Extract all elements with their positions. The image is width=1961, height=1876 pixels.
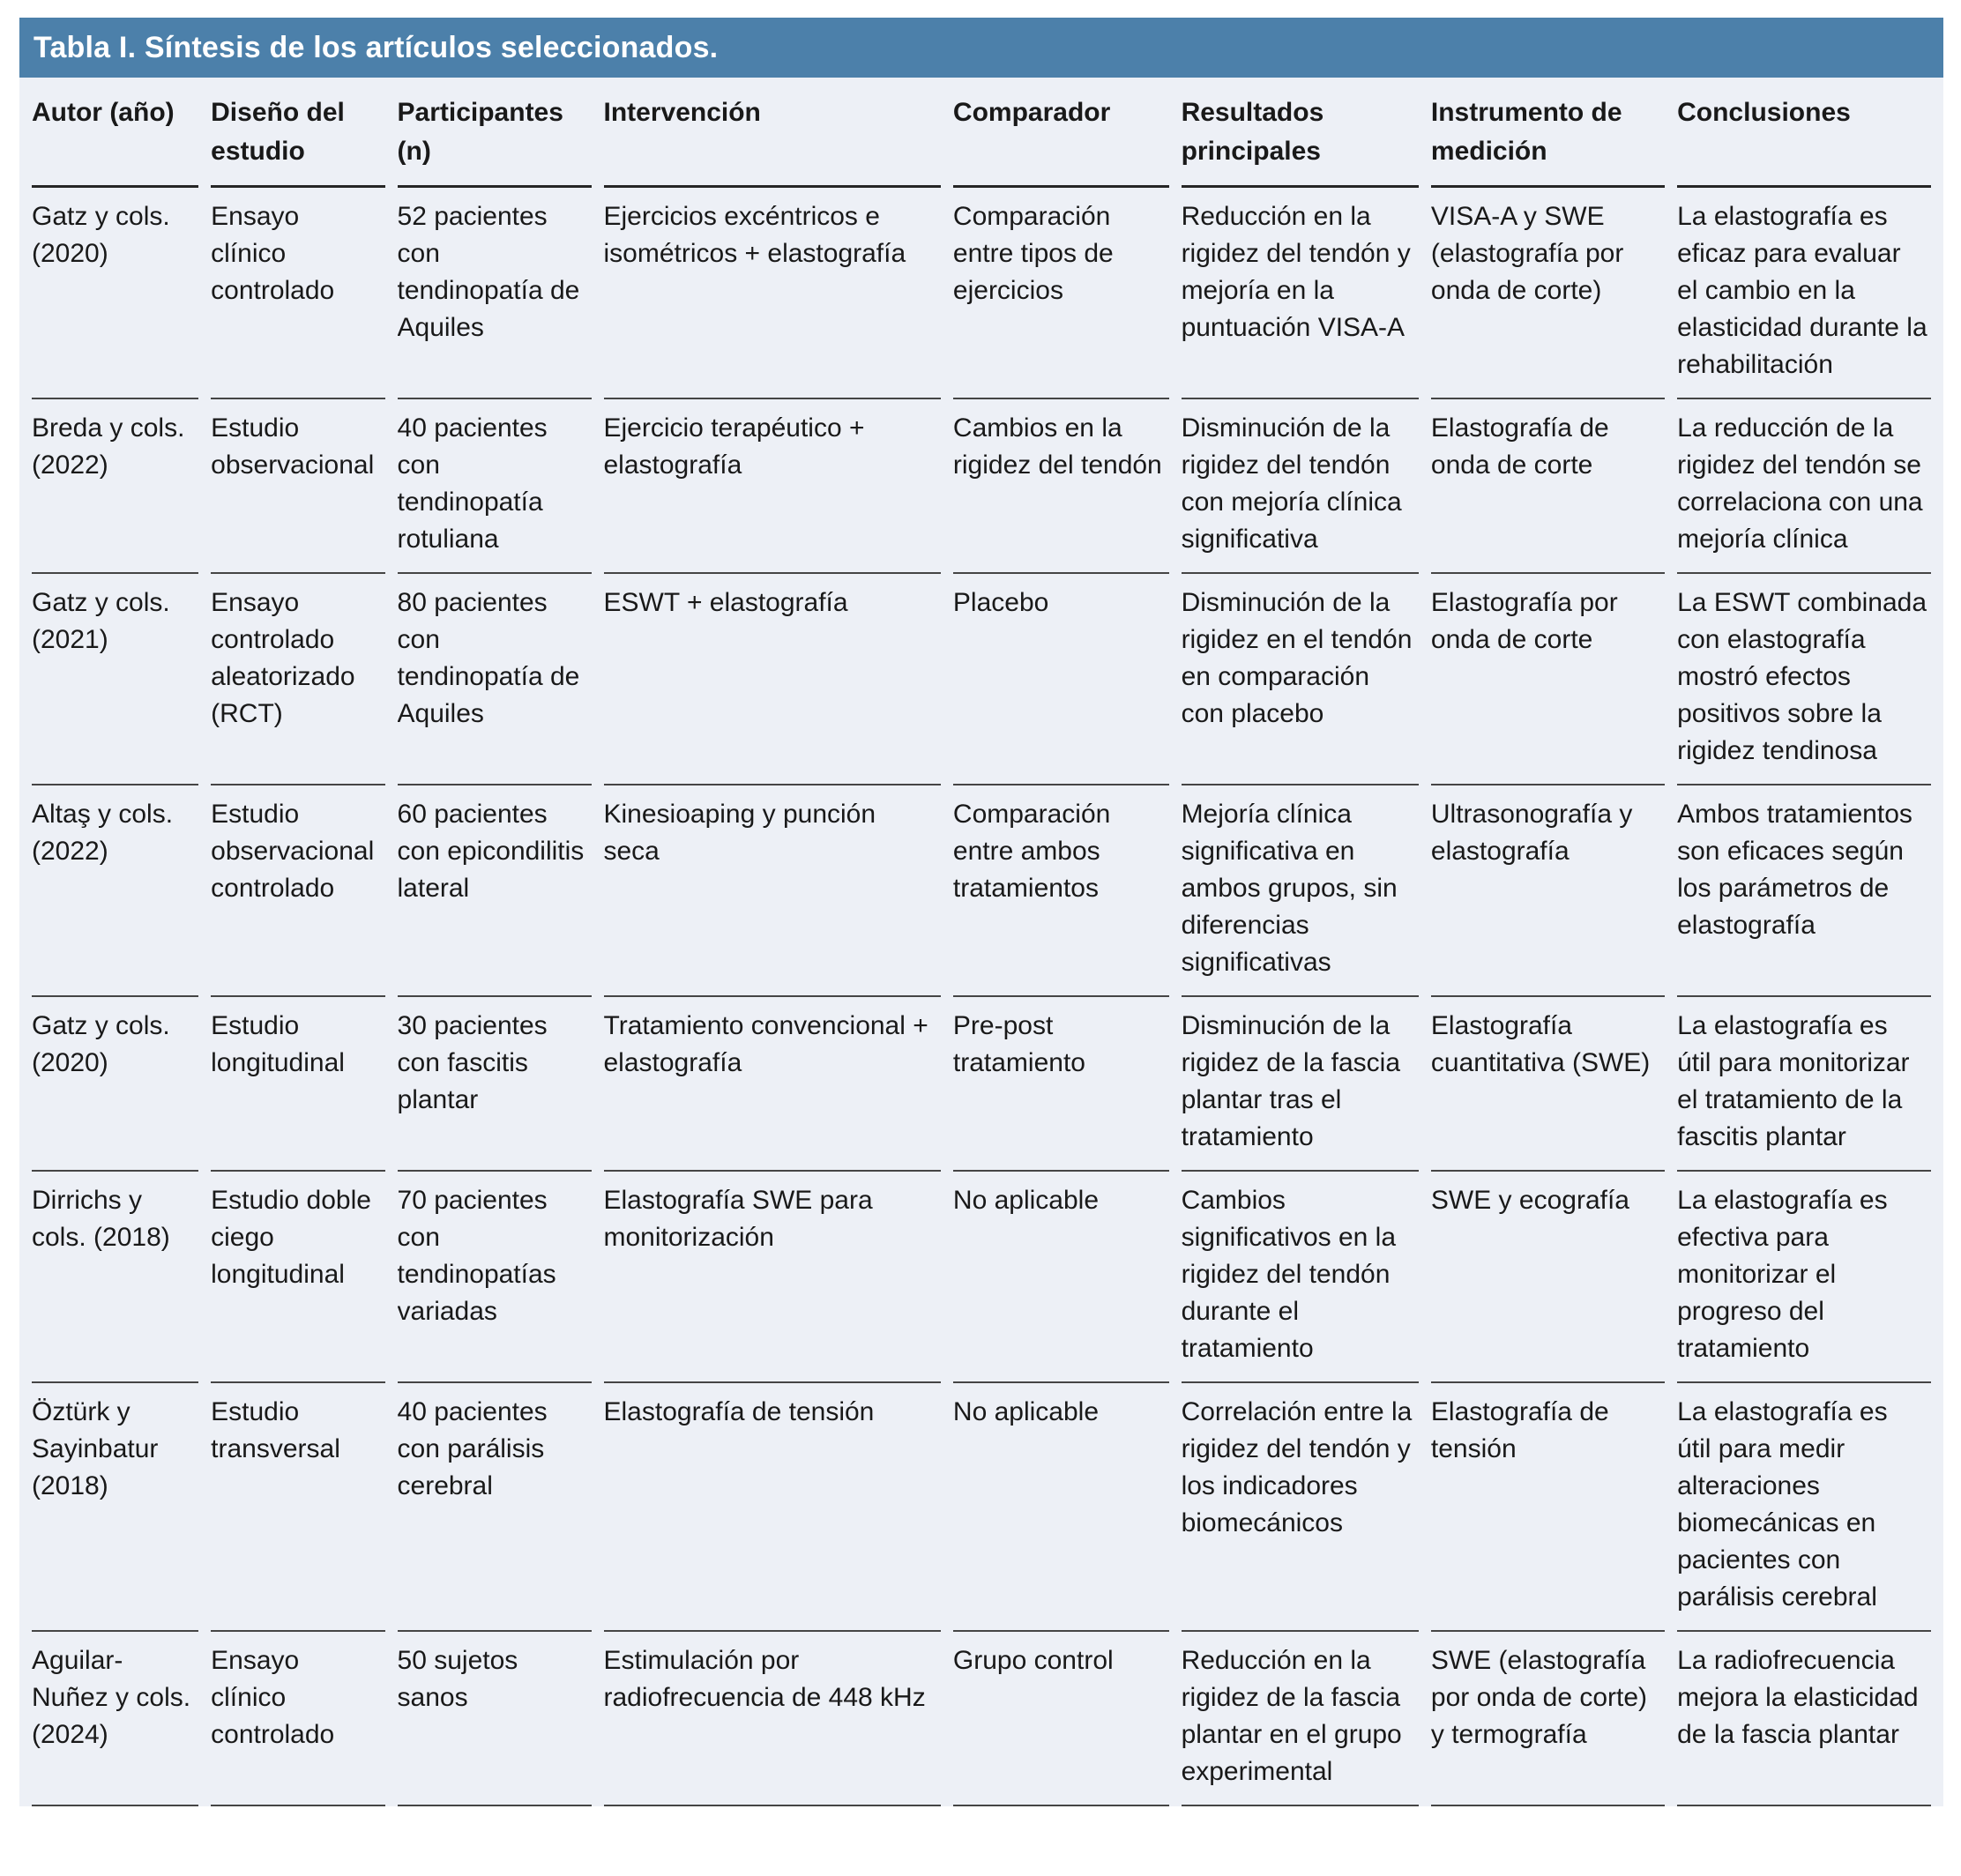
table-header bbox=[32, 78, 1931, 188]
table-row bbox=[32, 398, 1931, 572]
cell-intervencion: Elastografía de tensión bbox=[604, 1381, 941, 1630]
cell-participantes: 40 pacientes con tendinopatía rotuliana bbox=[398, 398, 592, 572]
cell-autor: Breda y cols. (2022) bbox=[32, 398, 198, 572]
table-row bbox=[32, 784, 1931, 995]
cell-instrumento: Elastografía de onda de corte bbox=[1431, 398, 1665, 572]
table-row bbox=[32, 572, 1931, 784]
cell-diseno: Estudio doble ciego longitudinal bbox=[211, 1170, 384, 1381]
table-body bbox=[32, 188, 1931, 1806]
cell-instrumento: SWE y ecografía bbox=[1431, 1170, 1665, 1381]
header-row bbox=[32, 78, 1931, 188]
cell-intervencion: Ejercicio terapéutico + elastografía bbox=[604, 398, 941, 572]
cell-conclusiones: La elastografía es eficaz para evaluar el cambio en la elasticidad durante la rehabilitación bbox=[1677, 202, 1927, 379]
cell-resultados: Disminución de la rigidez en el tendón en comparación con placebo bbox=[1182, 572, 1419, 784]
cell-intervencion: Estimulación por radiofrecuencia de 448 kHz bbox=[604, 1630, 941, 1806]
cell-conclusiones: Ambos tratamientos son eficaces según los parámetros de elastografía bbox=[1677, 784, 1931, 995]
cell-instrumento: Elastografía por onda de corte bbox=[1431, 572, 1665, 784]
cell-comparador: Grupo control bbox=[953, 1630, 1169, 1806]
cell-conclusiones: La ESWT combinada con elastografía mostró efectos positivos sobre la rigidez tendinosa bbox=[1677, 572, 1931, 784]
table-row bbox=[32, 995, 1931, 1170]
cell-autor: Aguilar-Nuñez y cols. (2024) bbox=[32, 1630, 198, 1806]
cell-diseno: Estudio longitudinal bbox=[211, 995, 384, 1170]
cell-comparador: Comparación entre tipos de ejercicios bbox=[952, 202, 1114, 305]
cell-comparador: Pre-post tratamiento bbox=[953, 995, 1169, 1170]
cell-conclusiones: La reducción de la rigidez del tendón se correlaciona con una mejoría clínica bbox=[1677, 398, 1931, 572]
cell-intervencion: ESWT + elastografía bbox=[604, 572, 941, 784]
cell-resultados: Reducción en la rigidez del tendón y mejoría en la puntuación VISA-A bbox=[1181, 202, 1411, 342]
cell-participantes: 70 pacientes con tendinopatías variadas bbox=[398, 1170, 592, 1381]
cell-participantes: 60 pacientes con epicondilitis lateral bbox=[398, 784, 592, 995]
cell-autor: Gatz y cols. (2021) bbox=[32, 572, 198, 784]
table-row bbox=[32, 1381, 1931, 1630]
cell-resultados: Reducción en la rigidez de la fascia plantar en el grupo experimental bbox=[1182, 1630, 1419, 1806]
table-row bbox=[32, 1170, 1931, 1381]
table-row bbox=[32, 1630, 1931, 1806]
cell-intervencion: Kinesioaping y punción seca bbox=[604, 784, 941, 995]
cell-conclusiones: La elastografía es útil para monitorizar el tratamiento de la fascitis plantar bbox=[1677, 995, 1931, 1170]
cell-resultados: Disminución de la rigidez del tendón con mejoría clínica significativa bbox=[1182, 398, 1419, 572]
cell-diseno: Ensayo controlado aleatorizado (RCT) bbox=[211, 572, 384, 784]
cell-intervencion: Elastografía SWE para monitorización bbox=[604, 1170, 941, 1381]
cell-intervencion: Ejercicios excéntricos e isométricos + elastografía bbox=[603, 202, 906, 268]
col-header-instrumento: Instrumento de medición bbox=[1431, 78, 1665, 188]
cell-comparador: Placebo bbox=[953, 572, 1169, 784]
cell-comparador: No aplicable bbox=[953, 1381, 1169, 1630]
cell-autor: Öztürk y Sayinbatur (2018) bbox=[32, 1381, 198, 1630]
col-header-intervencion: Intervención bbox=[604, 78, 941, 188]
cell-instrumento: VISA-A y SWE (elastografía por onda de corte) bbox=[1430, 202, 1624, 305]
cell-comparador: Comparación entre ambos tratamientos bbox=[953, 784, 1169, 995]
table-title-bar bbox=[19, 18, 1943, 78]
cell-autor: Gatz y cols. (2020) bbox=[32, 995, 198, 1170]
cell-comparador: Cambios en la rigidez del tendón bbox=[953, 398, 1169, 572]
cell-participantes: 52 pacientes con tendinopatía de Aquiles bbox=[397, 202, 580, 342]
cell-resultados: Mejoría clínica significativa en ambos grupos, sin diferencias significativas bbox=[1182, 784, 1419, 995]
cell-conclusiones: La elastografía es útil para medir alteraciones biomecánicas en pacientes con parálisis cerebral bbox=[1677, 1381, 1931, 1630]
cell-participantes: 50 sujetos sanos bbox=[398, 1630, 592, 1806]
cell-diseno: Ensayo clínico controlado bbox=[211, 1630, 384, 1806]
cell-conclusiones: La radiofrecuencia mejora la elasticidad de la fascia plantar bbox=[1677, 1630, 1931, 1806]
cell-participantes: 80 pacientes con tendinopatía de Aquiles bbox=[398, 572, 592, 784]
cell-autor: Gatz y cols. (2020) bbox=[32, 202, 170, 268]
cell-diseno: Estudio observacional bbox=[211, 398, 384, 572]
cell-conclusiones: La elastografía es efectiva para monitorizar el progreso del tratamiento bbox=[1677, 1170, 1931, 1381]
cell-participantes: 30 pacientes con fascitis plantar bbox=[398, 995, 592, 1170]
col-header-comparador: Comparador bbox=[953, 78, 1169, 188]
col-header-autor: Autor (año) bbox=[32, 78, 198, 188]
cell-diseno: Estudio observacional controlado bbox=[211, 784, 384, 995]
col-header-conclusiones: Conclusiones bbox=[1677, 78, 1931, 188]
cell-diseno: Ensayo clínico controlado bbox=[211, 202, 335, 305]
table-title: Tabla I. Síntesis de los artículos seleccionados. bbox=[34, 30, 719, 64]
cell-instrumento: Elastografía cuantitativa (SWE) bbox=[1431, 995, 1665, 1170]
cell-intervencion: Tratamiento convencional + elastografía bbox=[604, 995, 941, 1170]
cell-resultados: Correlación entre la rigidez del tendón y los indicadores biomecánicos bbox=[1182, 1381, 1419, 1630]
cell-instrumento: Ultrasonografía y elastografía bbox=[1431, 784, 1665, 995]
cell-resultados: Cambios significativos en la rigidez del tendón durante el tratamiento bbox=[1182, 1170, 1419, 1381]
col-header-resultados: Resultados principales bbox=[1182, 78, 1419, 188]
cell-participantes: 40 pacientes con parálisis cerebral bbox=[398, 1381, 592, 1630]
col-header-participantes: Participantes (n) bbox=[398, 78, 592, 188]
cell-autor: Dirrichs y cols. (2018) bbox=[32, 1170, 198, 1381]
cell-instrumento: SWE (elastografía por onda de corte) y termografía bbox=[1431, 1630, 1665, 1806]
cell-comparador: No aplicable bbox=[953, 1170, 1169, 1381]
cell-autor: Altaş y cols. (2022) bbox=[32, 784, 198, 995]
table-row bbox=[32, 188, 1931, 398]
col-header-diseno: Diseño del estudio bbox=[211, 78, 384, 188]
cell-resultados: Disminución de la rigidez de la fascia plantar tras el tratamiento bbox=[1182, 995, 1419, 1170]
cell-instrumento: Elastografía de tensión bbox=[1431, 1381, 1665, 1630]
articles-table bbox=[19, 78, 1943, 1806]
cell-diseno: Estudio transversal bbox=[211, 1381, 384, 1630]
